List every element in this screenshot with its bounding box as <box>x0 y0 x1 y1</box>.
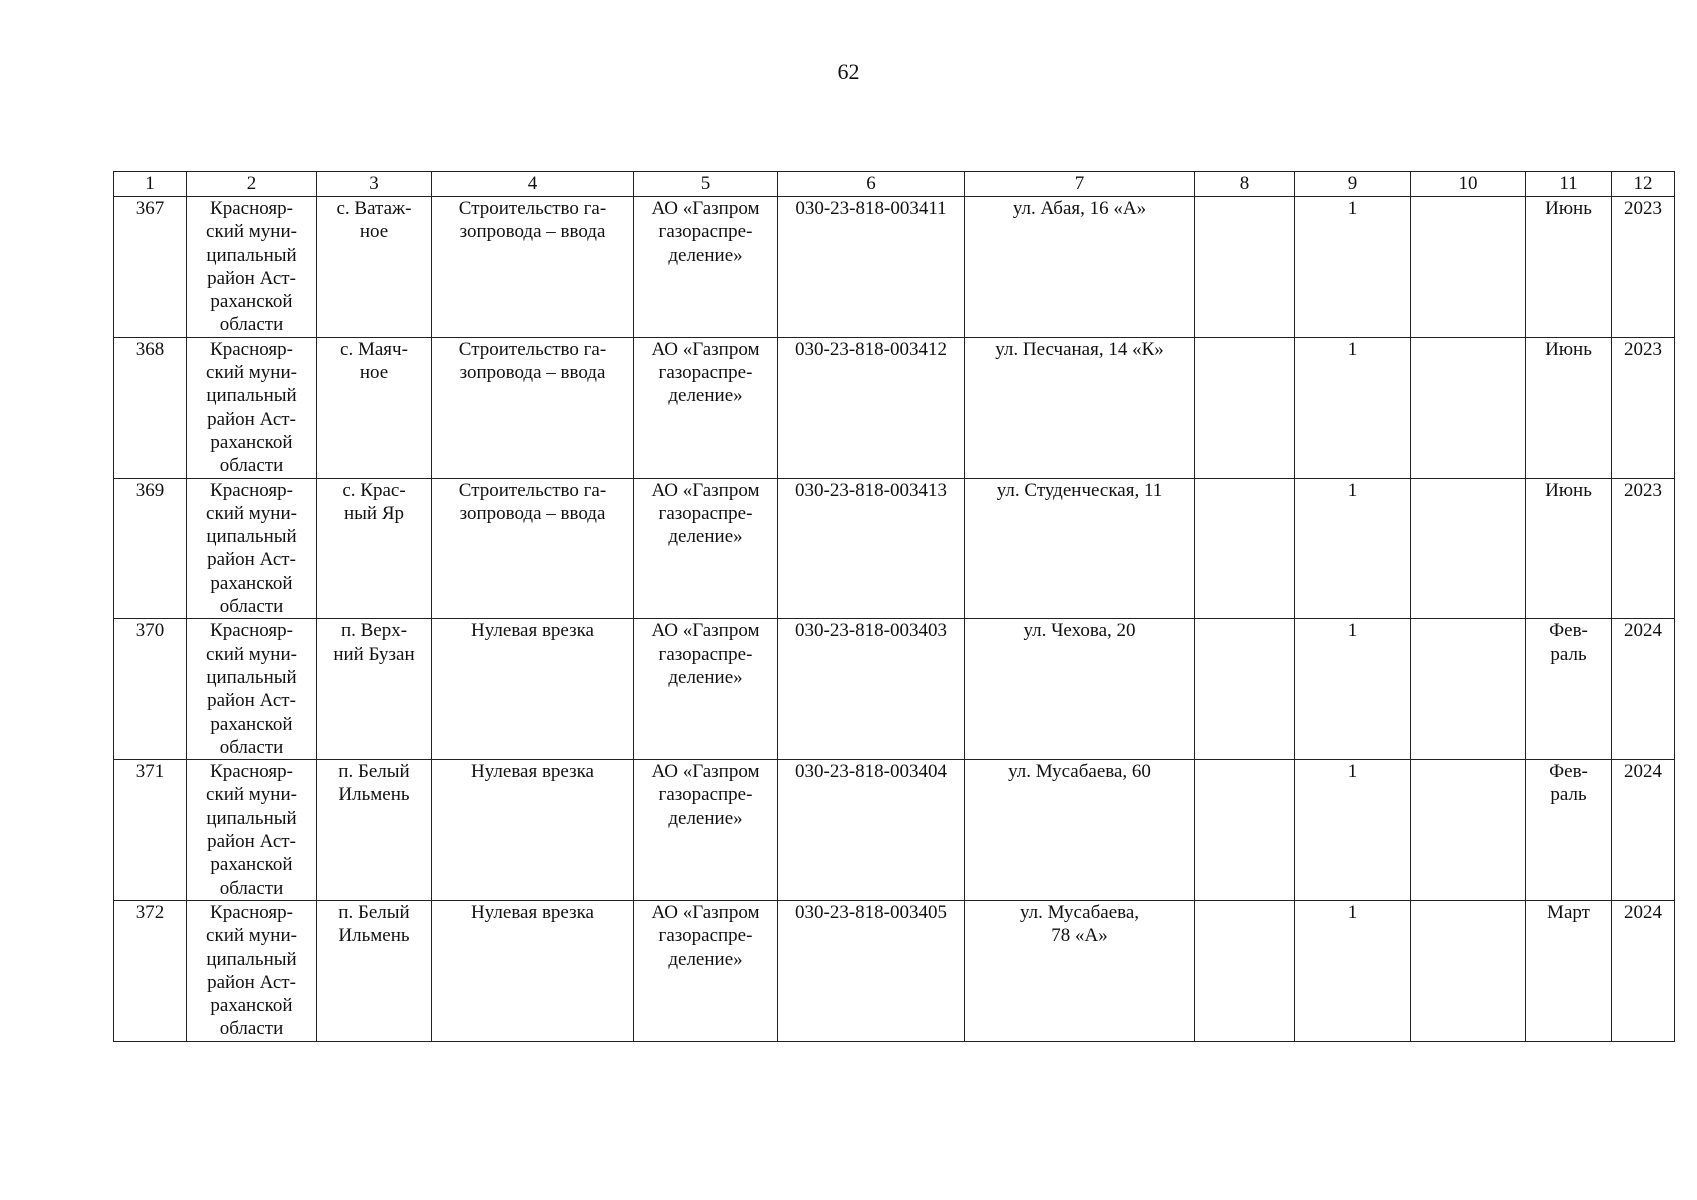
column-10-cell <box>1411 760 1526 901</box>
month-cell <box>1526 900 1612 1041</box>
locality-cell <box>317 478 432 619</box>
cell-line: Нулевая врезка <box>471 761 594 783</box>
cell-line: Нулевая врезка <box>471 620 594 642</box>
column-10-cell <box>1411 619 1526 760</box>
cell-line: Июнь <box>1545 338 1592 360</box>
column-10-cell <box>1411 900 1526 1041</box>
row-number-cell: 372 <box>114 900 187 1041</box>
cell-line: ский муни- <box>206 643 297 665</box>
column-8-cell <box>1195 197 1295 338</box>
cell-line: район Аст- <box>207 408 296 430</box>
cell-line: с. Ватаж- <box>336 198 412 219</box>
cell-line: зопровода – ввода <box>459 502 606 524</box>
cell-line: Фев- <box>1549 620 1588 642</box>
column-10-cell <box>1411 337 1526 478</box>
work-type-cell <box>432 900 634 1041</box>
object-code-cell: 030-23-818-003403 <box>778 619 965 760</box>
cell-line: ский муни- <box>206 362 297 384</box>
work-type-cell <box>432 760 634 901</box>
cell-line: АО «Газпром <box>651 338 760 360</box>
cell-line: Фев- <box>1549 761 1588 783</box>
work-type-cell <box>432 619 634 760</box>
object-code-cell: 030-23-818-003411 <box>778 197 965 338</box>
cell-line: п. Белый <box>338 901 410 923</box>
column-header: 4 <box>432 172 634 197</box>
cell-line: области <box>219 314 284 336</box>
district-cell <box>187 760 317 901</box>
cell-line: ципальный <box>206 526 297 548</box>
cell-line: ципальный <box>206 385 297 407</box>
work-type-cell <box>432 478 634 619</box>
cell-line: АО «Газпром <box>651 479 760 501</box>
cell-line: Июнь <box>1545 479 1592 501</box>
cell-line: газораспре- <box>658 925 753 947</box>
cell-line: район Аст- <box>207 549 296 571</box>
column-10-cell <box>1411 197 1526 338</box>
cell-line: ципальный <box>206 807 297 829</box>
cell-line: области <box>219 455 284 477</box>
row-number-cell: 370 <box>114 619 187 760</box>
locality-cell <box>317 760 432 901</box>
quantity-cell: 1 <box>1295 900 1411 1041</box>
cell-line: Ильмень <box>338 784 410 806</box>
column-header: 2 <box>187 172 317 197</box>
quantity-cell: 1 <box>1295 619 1411 760</box>
column-header: 8 <box>1195 172 1295 197</box>
cell-line: деление» <box>668 385 743 407</box>
cell-line: газораспре- <box>658 502 753 524</box>
cell-line: с. Крас- <box>342 479 406 501</box>
cell-line: ный Яр <box>343 502 405 524</box>
cell-line: зопровода – ввода <box>459 362 606 384</box>
cell-line: район Аст- <box>207 690 296 712</box>
cell-line: ципальный <box>206 666 297 688</box>
cell-line: ул. Чехова, 20 <box>1023 620 1136 642</box>
cell-line: АО «Газпром <box>651 620 760 642</box>
organization-cell <box>634 900 778 1041</box>
cell-line: Краснояр- <box>210 761 293 783</box>
district-cell <box>187 478 317 619</box>
cell-line: ное <box>359 221 389 243</box>
cell-line: раханской <box>210 572 293 594</box>
cell-line: ципальный <box>206 244 297 266</box>
cell-line: деление» <box>668 666 743 688</box>
cell-line: район Аст- <box>207 971 296 993</box>
cell-line: Краснояр- <box>210 198 293 219</box>
organization-cell <box>634 478 778 619</box>
cell-line: Краснояр- <box>210 338 293 360</box>
cell-line: п. Верх- <box>340 620 408 642</box>
column-10-cell <box>1411 478 1526 619</box>
cell-line: раханской <box>210 291 293 313</box>
district-cell <box>187 619 317 760</box>
cell-line: Краснояр- <box>210 620 293 642</box>
year-cell: 2023 <box>1612 197 1675 338</box>
cell-line: раханской <box>210 713 293 735</box>
address-cell <box>965 619 1195 760</box>
column-header: 10 <box>1411 172 1526 197</box>
cell-line: газораспре- <box>658 362 753 384</box>
table-row <box>114 900 1675 1041</box>
cell-line: ский муни- <box>206 784 297 806</box>
address-cell <box>965 197 1195 338</box>
header-row <box>114 172 1675 197</box>
quantity-cell: 1 <box>1295 760 1411 901</box>
cell-line: ул. Студенческая, 11 <box>996 479 1163 501</box>
organization-cell <box>634 619 778 760</box>
cell-line: район Аст- <box>207 267 296 289</box>
quantity-cell: 1 <box>1295 478 1411 619</box>
column-header: 5 <box>634 172 778 197</box>
row-number-cell: 371 <box>114 760 187 901</box>
work-type-cell <box>432 197 634 338</box>
cell-line: ципальный <box>206 948 297 970</box>
month-cell <box>1526 619 1612 760</box>
table-row <box>114 197 1675 338</box>
year-cell: 2024 <box>1612 760 1675 901</box>
cell-line: АО «Газпром <box>651 761 760 783</box>
object-code-cell: 030-23-818-003405 <box>778 900 965 1041</box>
cell-line: газораспре- <box>658 221 753 243</box>
cell-line: с. Маяч- <box>340 338 408 360</box>
cell-line: ский муни- <box>206 925 297 947</box>
cell-line: области <box>219 736 284 758</box>
column-header: 3 <box>317 172 432 197</box>
quantity-cell: 1 <box>1295 197 1411 338</box>
table-row <box>114 760 1675 901</box>
cell-line: ное <box>359 362 389 384</box>
object-code-cell: 030-23-818-003412 <box>778 337 965 478</box>
object-code-cell: 030-23-818-003404 <box>778 760 965 901</box>
month-cell <box>1526 760 1612 901</box>
organization-cell <box>634 760 778 901</box>
column-8-cell <box>1195 900 1295 1041</box>
cell-line: раль <box>1550 643 1587 665</box>
column-header: 1 <box>114 172 187 197</box>
cell-line: области <box>219 877 284 899</box>
column-header: 12 <box>1612 172 1675 197</box>
cell-line: АО «Газпром <box>651 901 760 923</box>
address-cell <box>965 760 1195 901</box>
year-cell: 2023 <box>1612 337 1675 478</box>
cell-line: деление» <box>668 526 743 548</box>
cell-line: район Аст- <box>207 831 296 853</box>
cell-line: Июнь <box>1545 198 1592 219</box>
cell-line: Краснояр- <box>210 901 293 923</box>
cell-line: Нулевая врезка <box>471 901 594 923</box>
column-header: 6 <box>778 172 965 197</box>
cell-line: Март <box>1547 901 1590 923</box>
district-cell <box>187 197 317 338</box>
cell-line: газораспре- <box>658 784 753 806</box>
cell-line: области <box>219 596 284 618</box>
month-cell <box>1526 197 1612 338</box>
locality-cell <box>317 619 432 760</box>
cell-line: ул. Мусабаева, 60 <box>1008 761 1151 783</box>
column-header: 7 <box>965 172 1195 197</box>
address-cell <box>965 337 1195 478</box>
cell-line: ний Бузан <box>333 643 415 665</box>
cell-line: ул. Мусабаева, <box>1019 901 1140 923</box>
cell-line: раль <box>1550 784 1587 806</box>
cell-line: раханской <box>210 995 293 1017</box>
cell-line: деление» <box>668 807 743 829</box>
organization-cell <box>634 337 778 478</box>
objects-table <box>113 171 1675 1042</box>
address-cell <box>965 478 1195 619</box>
column-8-cell <box>1195 478 1295 619</box>
cell-line: АО «Газпром <box>651 198 760 219</box>
year-cell: 2024 <box>1612 619 1675 760</box>
cell-line: Строительство га- <box>458 479 607 501</box>
column-header: 11 <box>1526 172 1612 197</box>
month-cell <box>1526 478 1612 619</box>
cell-line: Ильмень <box>338 925 410 947</box>
district-cell <box>187 900 317 1041</box>
cell-line: ул. Абая, 16 «А» <box>1012 198 1147 219</box>
district-cell <box>187 337 317 478</box>
cell-line: п. Белый <box>338 761 410 783</box>
column-8-cell <box>1195 619 1295 760</box>
cell-line: 78 «А» <box>1051 925 1108 947</box>
year-cell: 2023 <box>1612 478 1675 619</box>
row-number-cell: 369 <box>114 478 187 619</box>
row-number-cell: 367 <box>114 197 187 338</box>
cell-line: ул. Песчаная, 14 «К» <box>995 338 1164 360</box>
locality-cell <box>317 900 432 1041</box>
month-cell <box>1526 337 1612 478</box>
cell-line: Краснояр- <box>210 479 293 501</box>
cell-line: деление» <box>668 948 743 970</box>
locality-cell <box>317 197 432 338</box>
locality-cell <box>317 337 432 478</box>
cell-line: газораспре- <box>658 643 753 665</box>
cell-line: ский муни- <box>206 221 297 243</box>
cell-line: Строительство га- <box>458 198 607 219</box>
table-row <box>114 619 1675 760</box>
cell-line: раханской <box>210 431 293 453</box>
address-cell <box>965 900 1195 1041</box>
year-cell: 2024 <box>1612 900 1675 1041</box>
column-header: 9 <box>1295 172 1411 197</box>
organization-cell <box>634 197 778 338</box>
cell-line: области <box>219 1018 284 1040</box>
row-number-cell: 368 <box>114 337 187 478</box>
table-body <box>114 197 1675 1042</box>
quantity-cell: 1 <box>1295 337 1411 478</box>
cell-line: зопровода – ввода <box>459 221 606 243</box>
column-8-cell <box>1195 337 1295 478</box>
table-row <box>114 478 1675 619</box>
table-row <box>114 337 1675 478</box>
cell-line: деление» <box>668 244 743 266</box>
cell-line: Строительство га- <box>458 338 607 360</box>
cell-line: раханской <box>210 854 293 876</box>
page-number: 62 <box>837 59 860 84</box>
object-code-cell: 030-23-818-003413 <box>778 478 965 619</box>
column-8-cell <box>1195 760 1295 901</box>
cell-line: ский муни- <box>206 502 297 524</box>
work-type-cell <box>432 337 634 478</box>
